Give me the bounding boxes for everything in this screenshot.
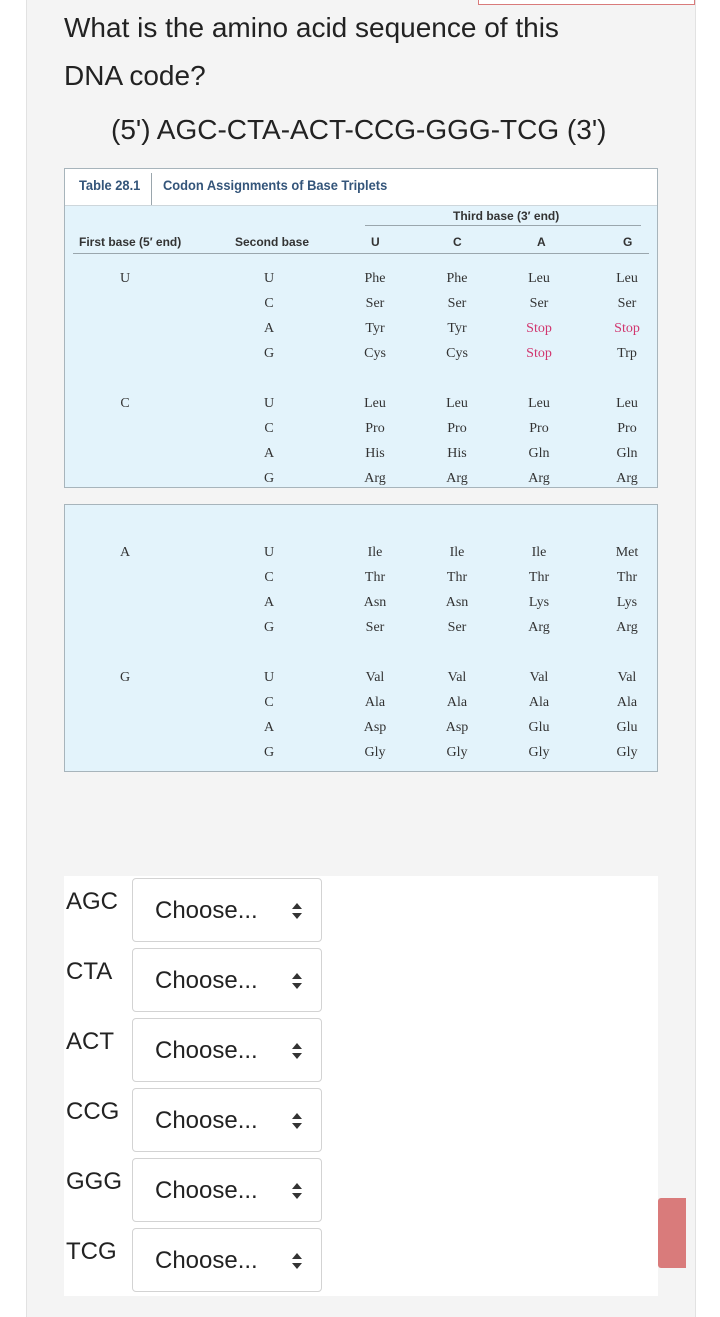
question-line-2: DNA code? — [64, 60, 206, 91]
amino-acid-cell: Asp — [363, 720, 387, 735]
amino-acid-select[interactable] — [132, 1088, 322, 1152]
select-value: Choose... — [155, 1107, 258, 1134]
amino-acid-cell: Glu — [616, 720, 638, 735]
amino-acid-cell: Glu — [528, 720, 550, 735]
second-base-cell: A — [263, 321, 275, 336]
amino-acid-cell: His — [447, 446, 467, 461]
dna-sequence: (5') AGC-CTA-ACT-CCG-GGG-TCG (3') — [111, 114, 607, 145]
question-line-1: What is the amino acid sequence of this — [64, 12, 559, 43]
amino-acid-select[interactable] — [132, 1158, 322, 1222]
amino-acid-cell: Gln — [528, 446, 550, 461]
amino-acid-cell: Stop — [526, 321, 552, 336]
first-base-a: A — [119, 545, 131, 560]
amino-acid-cell: Asn — [445, 595, 469, 610]
second-base-cell: G — [263, 346, 275, 361]
codon-table-part-1 — [64, 168, 658, 488]
amino-acid-cell: Ile — [367, 545, 383, 560]
select-value: Choose... — [155, 897, 258, 924]
amino-acid-cell: Ala — [446, 695, 468, 710]
up-down-arrows-icon — [291, 1041, 303, 1061]
amino-acid-cell: Met — [615, 545, 639, 560]
amino-acid-cell: Ala — [364, 695, 386, 710]
amino-acid-cell: Pro — [617, 421, 637, 436]
amino-acid-cell: Val — [365, 670, 385, 685]
amino-acid-cell: Stop — [614, 321, 640, 336]
up-down-arrows-icon — [291, 1181, 303, 1201]
answer-row — [64, 1016, 364, 1082]
amino-acid-cell: His — [365, 446, 385, 461]
up-down-arrows-icon — [291, 971, 303, 991]
second-base-cell: U — [263, 396, 275, 411]
amino-acid-cell: Stop — [526, 346, 552, 361]
second-base-cell: U — [263, 545, 275, 560]
amino-acid-cell: Ser — [529, 296, 549, 311]
third-col-a: A — [537, 235, 546, 249]
amino-acid-cell: Val — [447, 670, 467, 685]
amino-acid-cell: Ser — [447, 620, 467, 635]
amino-acid-cell: Arg — [528, 471, 550, 486]
codon-table-part-2 — [64, 504, 658, 772]
amino-acid-cell: Arg — [616, 620, 638, 635]
second-base-cell: A — [263, 446, 275, 461]
amino-acid-cell: Ala — [528, 695, 550, 710]
amino-acid-select[interactable] — [132, 1228, 322, 1292]
scroll-to-top-button[interactable] — [658, 1198, 686, 1268]
amino-acid-cell: Pro — [447, 421, 467, 436]
amino-acid-cell: Gly — [446, 745, 468, 760]
amino-acid-cell: Arg — [446, 471, 468, 486]
third-base-header: Third base (3′ end) — [453, 209, 560, 223]
amino-acid-cell: Tyr — [365, 321, 385, 336]
amino-acid-cell: Arg — [528, 620, 550, 635]
select-value: Choose... — [155, 1247, 258, 1274]
amino-acid-cell: Gly — [528, 745, 550, 760]
amino-acid-cell: Cys — [364, 346, 386, 361]
amino-acid-cell: Leu — [446, 396, 468, 411]
amino-acid-cell: Leu — [364, 396, 386, 411]
amino-acid-cell: Trp — [617, 346, 637, 361]
amino-acid-cell: Leu — [528, 271, 550, 286]
first-base-u: U — [119, 271, 131, 286]
codon-label: AGC — [66, 888, 119, 915]
amino-acid-cell: Ser — [365, 296, 385, 311]
third-col-c: C — [453, 235, 462, 249]
amino-acid-select[interactable] — [132, 948, 322, 1012]
amino-acid-cell: Ile — [449, 545, 465, 560]
second-base-cell: C — [264, 695, 274, 710]
amino-acid-cell: Ile — [531, 545, 547, 560]
amino-acid-cell: Tyr — [447, 321, 467, 336]
amino-acid-cell: Val — [617, 670, 637, 685]
amino-acid-cell: Thr — [364, 570, 386, 585]
amino-acid-cell: Ser — [617, 296, 637, 311]
amino-acid-cell: Pro — [529, 421, 549, 436]
answer-row — [64, 1086, 364, 1152]
second-base-cell: C — [264, 296, 274, 311]
answer-row — [64, 1156, 364, 1222]
second-base-cell: C — [264, 421, 274, 436]
question-text — [64, 4, 664, 100]
second-base-cell: G — [263, 620, 275, 635]
amino-acid-select[interactable] — [132, 878, 322, 942]
amino-acid-cell: Pro — [365, 421, 385, 436]
amino-acid-cell: Gly — [616, 745, 638, 760]
codon-label: CCG — [66, 1098, 120, 1125]
first-base-header: First base (5′ end) — [79, 235, 182, 249]
amino-acid-cell: Lys — [528, 595, 550, 610]
amino-acid-cell: Leu — [616, 271, 638, 286]
amino-acid-cell: Leu — [528, 396, 550, 411]
amino-acid-cell: Lys — [616, 595, 638, 610]
second-base-cell: G — [263, 745, 275, 760]
second-base-cell: U — [263, 271, 275, 286]
amino-acid-cell: Arg — [616, 471, 638, 486]
second-base-cell: A — [263, 595, 275, 610]
answer-panel — [64, 876, 658, 1296]
second-base-cell: U — [263, 670, 275, 685]
second-base-cell: C — [264, 570, 274, 585]
amino-acid-cell: Cys — [446, 346, 468, 361]
answer-row — [64, 876, 364, 942]
amino-acid-cell: Ser — [447, 296, 467, 311]
second-base-cell: G — [263, 471, 275, 486]
amino-acid-cell: Ser — [365, 620, 385, 635]
third-col-u: U — [371, 235, 380, 249]
header-bottom-rule — [73, 253, 649, 254]
first-base-c: C — [120, 396, 130, 411]
codon-label: TCG — [66, 1238, 117, 1265]
up-down-arrows-icon — [291, 1251, 303, 1271]
up-down-arrows-icon — [291, 901, 303, 921]
answer-row — [64, 1226, 364, 1292]
select-value: Choose... — [155, 1037, 258, 1064]
amino-acid-cell: Phe — [446, 271, 468, 286]
amino-acid-select[interactable] — [132, 1018, 322, 1082]
amino-acid-cell: Leu — [616, 396, 638, 411]
table-title-bar — [65, 169, 657, 206]
third-col-g: G — [623, 235, 633, 249]
amino-acid-cell: Gly — [364, 745, 386, 760]
table-number: Table 28.1 — [79, 177, 141, 193]
amino-acid-cell: Val — [529, 670, 549, 685]
second-base-header: Second base — [235, 235, 310, 249]
amino-acid-cell: Thr — [446, 570, 468, 585]
codon-label: CTA — [66, 958, 113, 985]
answer-row — [64, 946, 364, 1012]
up-down-arrows-icon — [291, 1111, 303, 1131]
amino-acid-cell: Asp — [445, 720, 469, 735]
amino-acid-cell: Phe — [364, 271, 386, 286]
amino-acid-cell: Thr — [616, 570, 638, 585]
select-value: Choose... — [155, 967, 258, 994]
codon-label: GGG — [66, 1168, 123, 1195]
second-base-cell: A — [263, 720, 275, 735]
amino-acid-cell: Asn — [363, 595, 387, 610]
amino-acid-cell: Ala — [616, 695, 638, 710]
amino-acid-cell: Arg — [364, 471, 386, 486]
table-title: Codon Assignments of Base Triplets — [163, 177, 388, 193]
third-base-header-rule — [365, 225, 641, 226]
first-base-g: G — [119, 670, 131, 685]
codon-label: ACT — [66, 1028, 114, 1055]
amino-acid-cell: Gln — [616, 446, 638, 461]
amino-acid-cell: Thr — [528, 570, 550, 585]
select-value: Choose... — [155, 1177, 258, 1204]
table-title-divider — [151, 173, 152, 205]
